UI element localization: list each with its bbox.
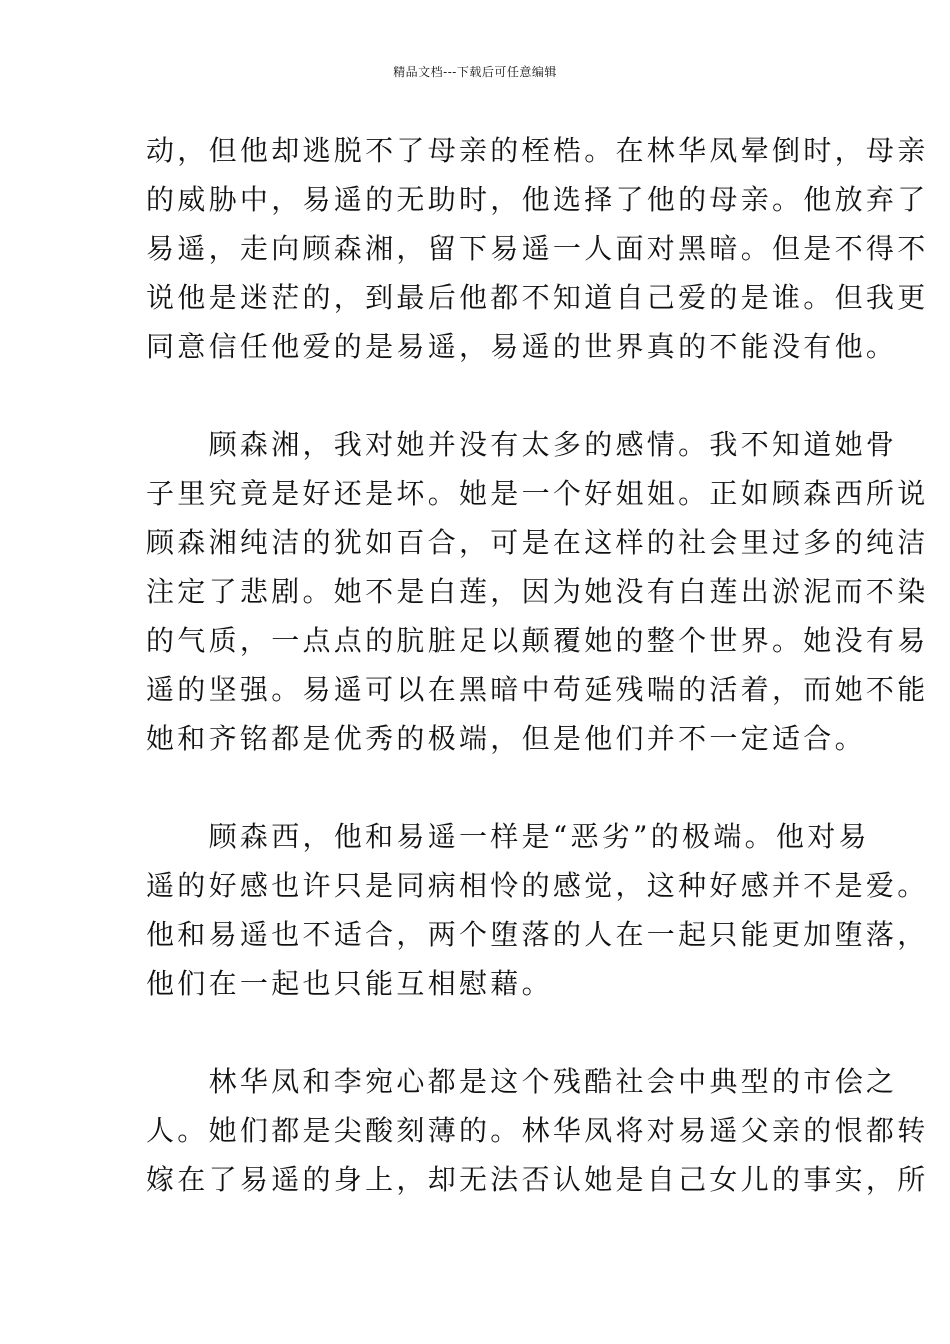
text-line: 顾森湘，我对她并没有太多的感情。我不知道她骨 bbox=[146, 428, 898, 461]
text-line: 他和易遥也不适合，两个堕落的人在一起只能更加堕落， bbox=[146, 918, 929, 951]
paragraph-1 bbox=[146, 126, 929, 371]
text-line: 顾森西，他和易遥一样是“恶劣”的极端。他对易 bbox=[146, 820, 870, 853]
text-line: 顾森湘纯洁的犹如百合，可是在这样的社会里过多的纯洁 bbox=[146, 526, 929, 559]
paragraph-3 bbox=[146, 812, 929, 1008]
text-line: 她和齐铭都是优秀的极端，但是他们并不一定适合。 bbox=[146, 722, 866, 755]
text-line: 的威胁中，易遥的无助时，他选择了他的母亲。他放弃了 bbox=[146, 183, 929, 216]
page-header: 精品文档---下载后可任意编辑 bbox=[393, 65, 557, 79]
text-line: 人。她们都是尖酸刻薄的。林华凤将对易遥父亲的恨都转 bbox=[146, 1114, 929, 1147]
text-line: 说他是迷茫的，到最后他都不知道自己爱的是谁。但我更 bbox=[146, 281, 929, 314]
text-line: 动，但他却逃脱不了母亲的桎梏。在林华凤晕倒时，母亲 bbox=[146, 134, 929, 167]
text-line: 他们在一起也只能互相慰藉。 bbox=[146, 967, 553, 1000]
document-body bbox=[146, 126, 929, 1253]
text-line: 同意信任他爱的是易遥，易遥的世界真的不能没有他。 bbox=[146, 330, 898, 363]
text-line: 林华凤和李宛心都是这个残酷社会中典型的市侩之 bbox=[146, 1065, 898, 1098]
text-line: 遥的坚强。易遥可以在黑暗中苟延残喘的活着，而她不能 bbox=[146, 673, 929, 706]
text-line: 的气质，一点点的肮脏足以颠覆她的整个世界。她没有易 bbox=[146, 624, 929, 657]
text-line: 易遥，走向顾森湘，留下易遥一人面对黑暗。但是不得不 bbox=[146, 232, 929, 265]
text-line: 注定了悲剧。她不是白莲，因为她没有白莲出淤泥而不染 bbox=[146, 575, 929, 608]
text-line: 遥的好感也许只是同病相怜的感觉，这种好感并不是爱。 bbox=[146, 869, 929, 902]
text-line: 子里究竟是好还是坏。她是一个好姐姐。正如顾森西所说 bbox=[146, 477, 929, 510]
text-line: 嫁在了易遥的身上，却无法否认她是自己女儿的事实，所 bbox=[146, 1163, 929, 1196]
paragraph-2 bbox=[146, 420, 929, 763]
paragraph-4 bbox=[146, 1057, 929, 1204]
